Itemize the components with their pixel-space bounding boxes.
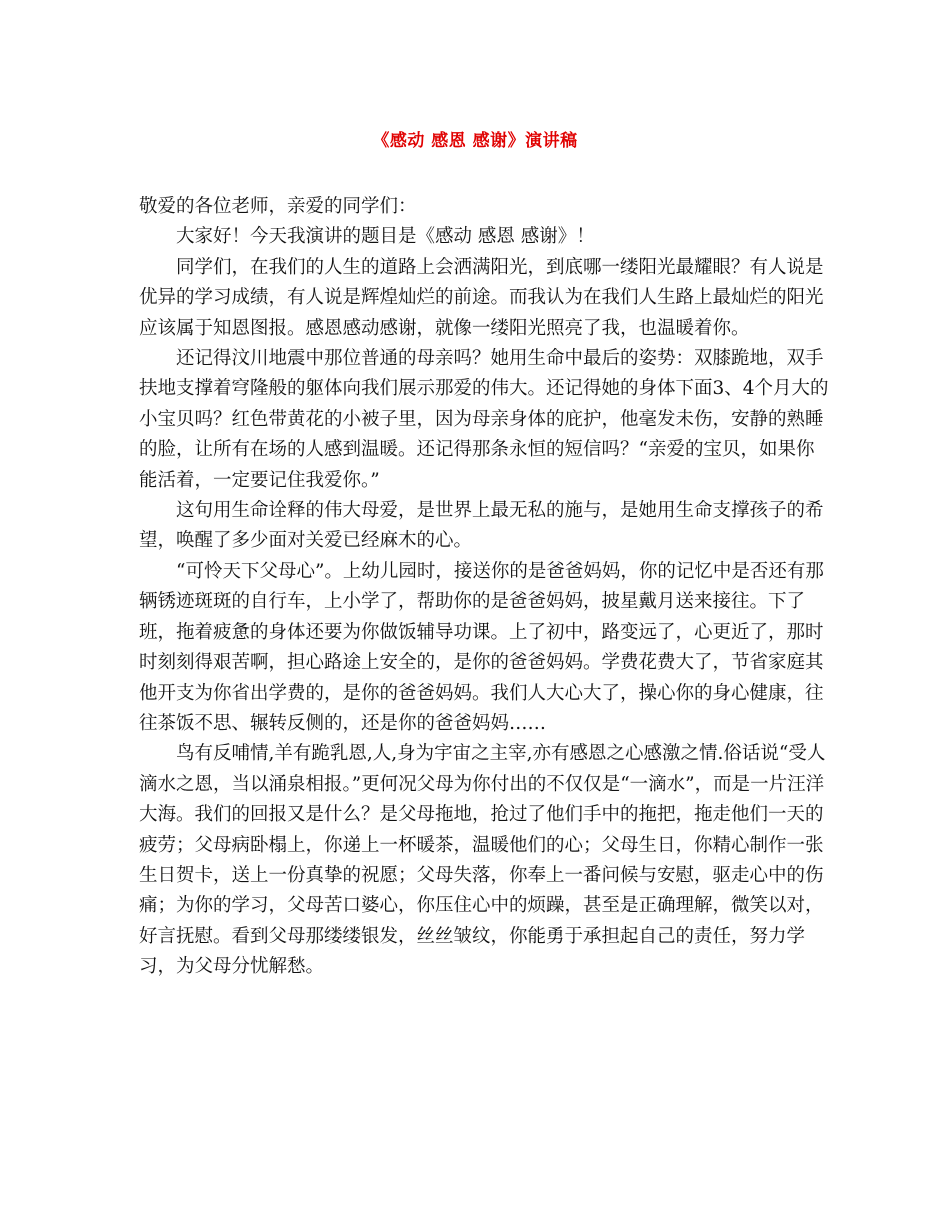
paragraph-greeting: 大家好！今天我演讲的题目是《感动 感恩 感谢》！ xyxy=(176,226,595,248)
paragraph-parents-care: “可怜天下父母心”。上幼儿园时，接送你的是爸爸妈妈，你的记忆中是否还有那辆锈迹斑斑的自行车，上小学了，帮助你的是爸爸妈妈，披星戴月送来接往。下了班，拖着疲惫的身体还要为你做饭辅导功课。上了初中，路变远了，心更近了，那时时刻刻得艰苦啊，担心路途上安全的，是你的爸爸妈妈。学费花费大了，节省家庭其他开支为你省出学费的，是你的爸爸妈妈。我们人大心大了，操心你的身心健康，往往茶饭不思、辗转反侧的，还是你的爸爸妈妈…… xyxy=(139,560,824,734)
document-title: 《感动 感恩 感谢》演讲稿 xyxy=(372,131,578,151)
paragraph-sunshine: 同学们，在我们的人生的道路上会洒满阳光，到底哪一缕阳光最耀眼？有人说是优异的学习成绩，有人说是辉煌灿烂的前途。而我认为在我们人生路上最灿烂的阳光应该属于知恩图报。感恩感动感谢，就像一缕阳光照亮了我，也温暖着你。 xyxy=(139,256,824,339)
salutation: 敬爱的各位老师，亲爱的同学们： xyxy=(139,196,417,217)
document-body xyxy=(139,192,829,983)
paragraph-mother-love: 这句用生命诠释的伟大母爱，是世界上最无私的施与，是她用生命支撑孩子的希望，唤醒了多少面对关爱已经麻木的心。 xyxy=(139,500,824,552)
paragraph-earthquake-mother: 还记得汶川地震中那位普通的母亲吗？她用生命中最后的姿势：双膝跪地，双手扶地支撑着穹隆般的躯体向我们展示那爱的伟大。还记得她的身体下面3、4个月大的小宝贝吗？红色带黄花的小被子里，因为母亲身体的庇护，他毫发未伤，安静的熟睡的脸，让所有在场的人感到温暖。还记得那条永恒的短信吗？“亲爱的宝贝，如果你能活着，一定要记住我爱你。” xyxy=(139,348,829,491)
paragraph-repay-parents: 鸟有反哺情,羊有跪乳恩,人,身为宇宙之主宰,亦有感恩之心感激之情.俗话说“受人滴水之恩，当以涌泉相报。”更何况父母为你付出的不仅仅是“一滴水”，而是一片汪洋大海。我们的回报又是什么？是父母拖地，抢过了他们手中的拖把，拖走他们一天的疲劳；父母病卧榻上，你递上一杯暖茶，温暖他们的心；父母生日，你精心制作一张生日贺卡，送上一份真挚的祝愿；父母失落，你奉上一番问候与安慰，驱走心中的伤痛；为你的学习，父母苦口婆心，你压住心中的烦躁，甚至是正确理解，微笑以对，好言抚慰。看到父母那缕缕银发，丝丝皱纹，你能勇于承担起自己的责任，努力学习，为父母分忧解愁。 xyxy=(139,743,826,978)
